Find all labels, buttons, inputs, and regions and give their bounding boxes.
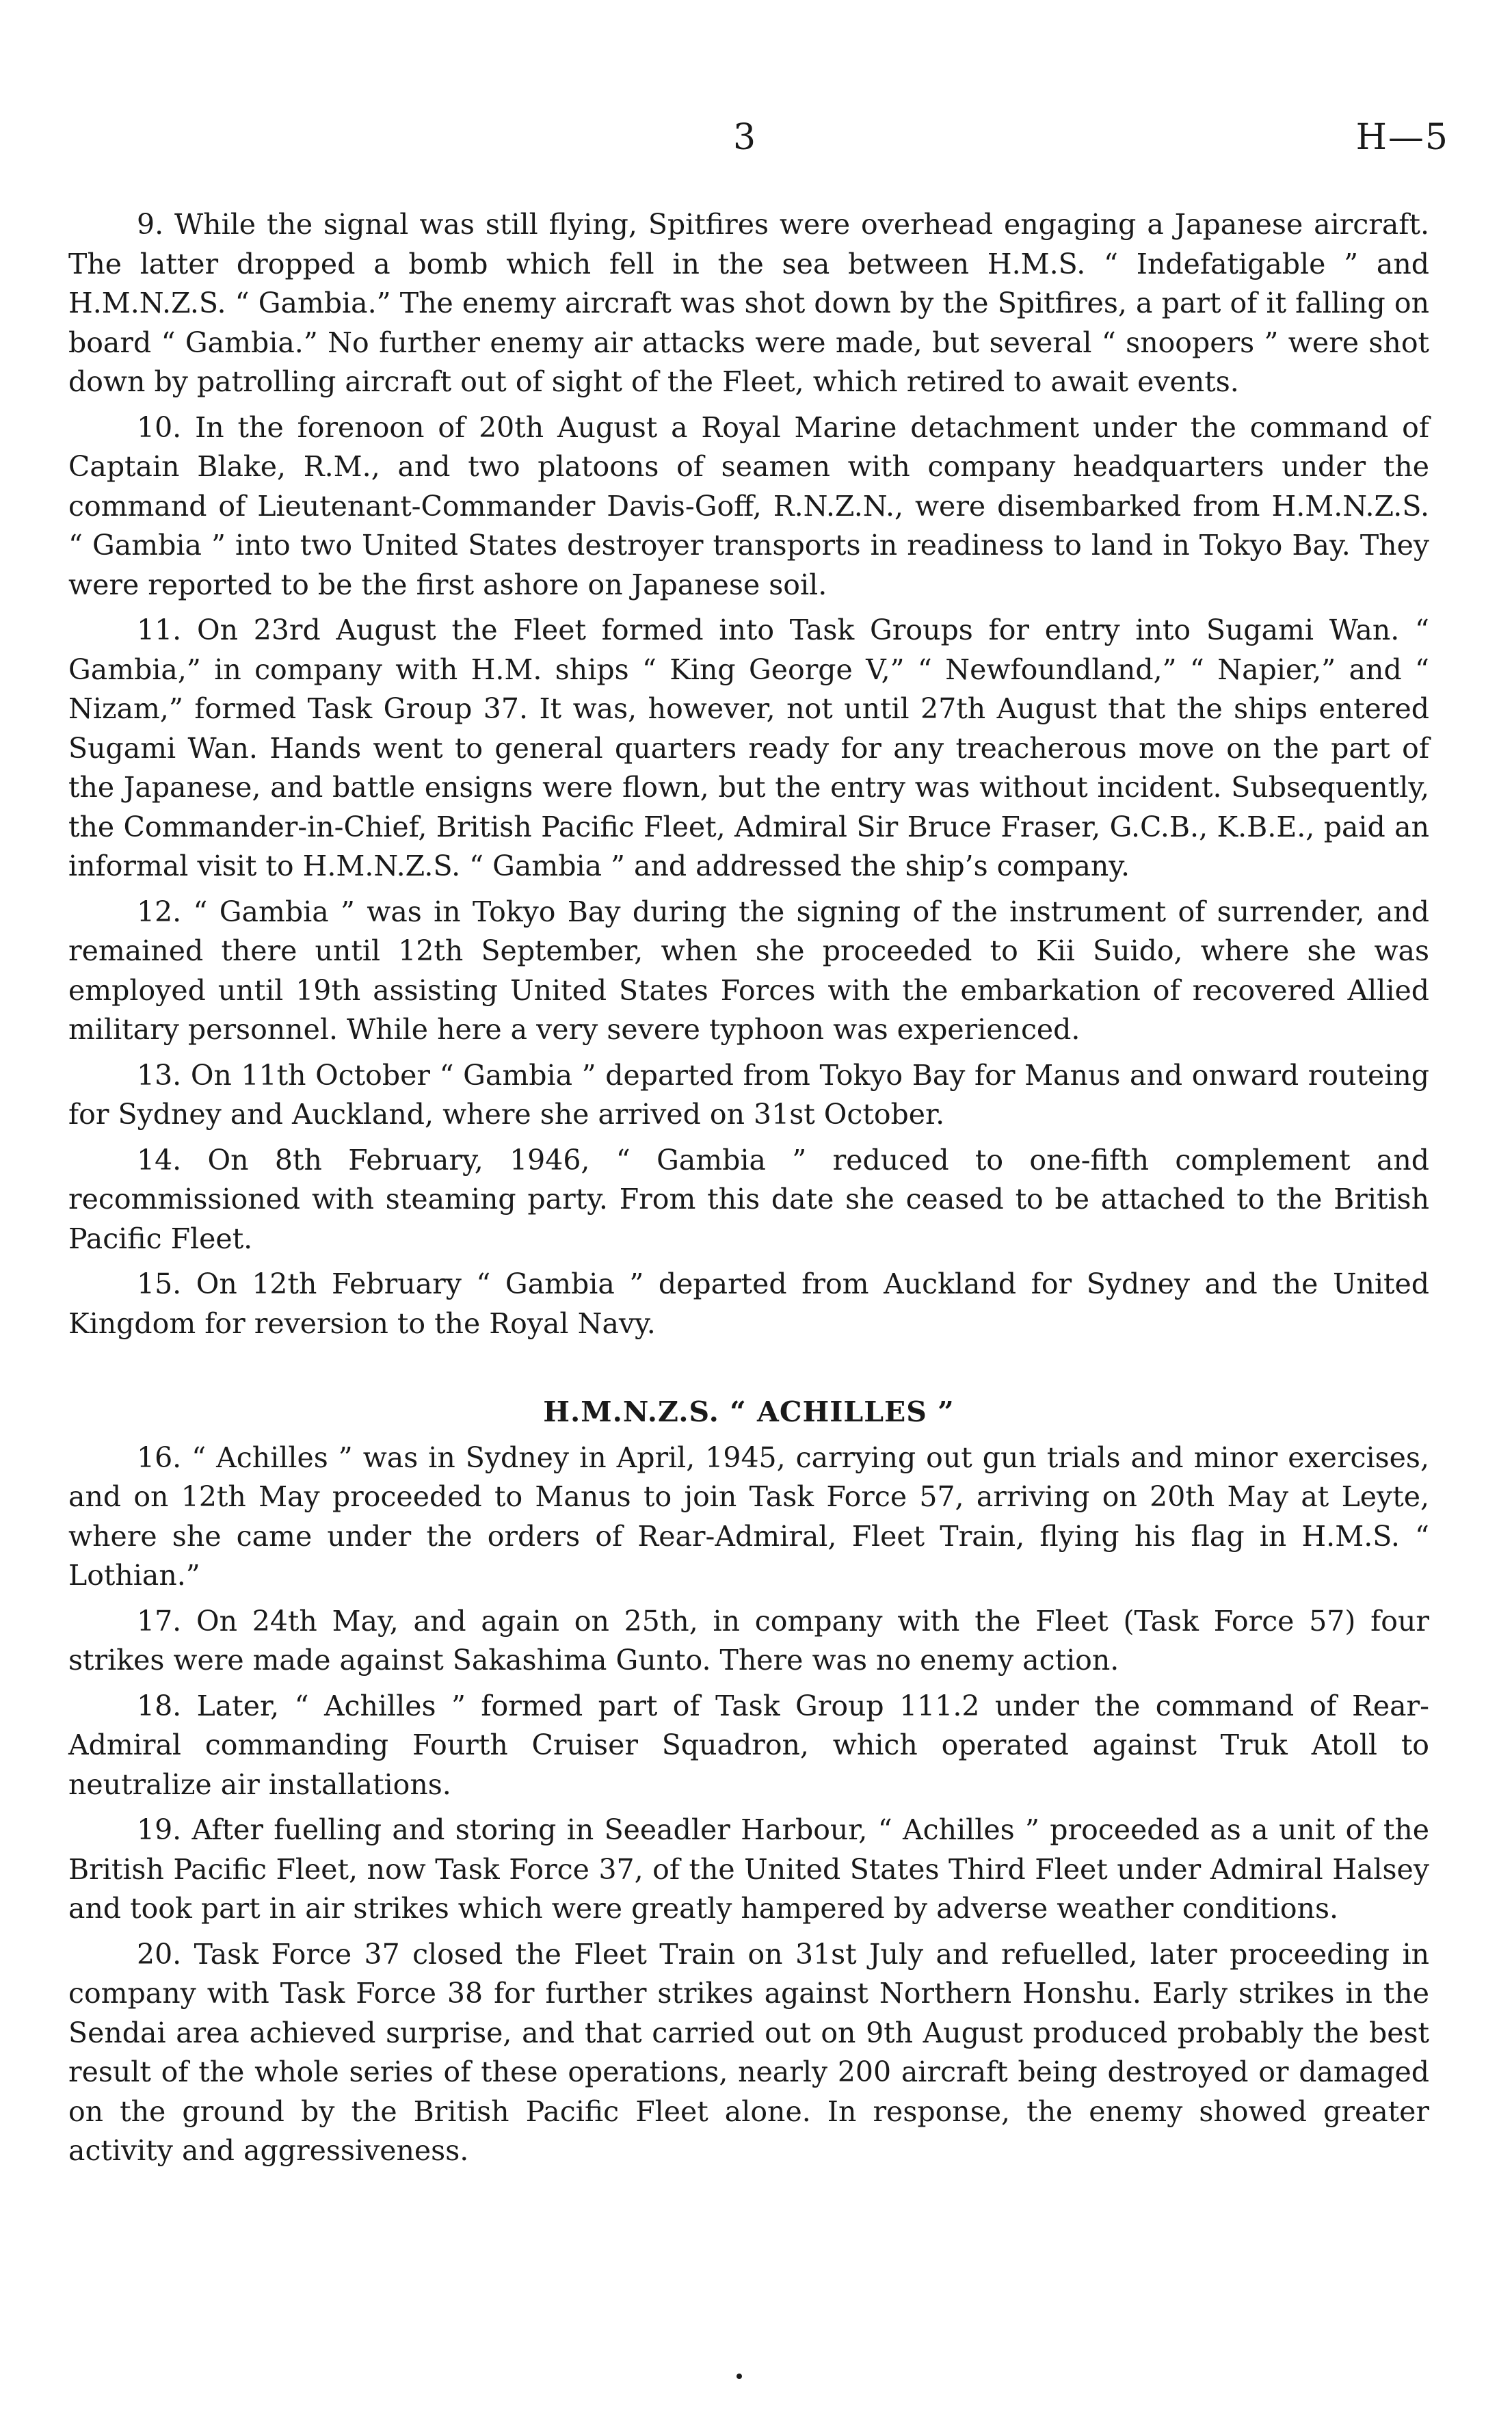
paragraph-9: 9. While the signal was still flying, Spitfires were overhead engaging a Japanese aircraft. The latter dropped a bomb which fell in the sea between H.M.S. “ Indefatigable ” and H.M.N.Z.S. “ Gambia.” The enemy aircraft was shot down by the Spitfires, a part of it falling on board “ Gambia.” No further enemy air attacks were made, but several “ snoopers ” were shot down by patrolling aircraft out of sight of the Fleet, which retired to await events. bbox=[68, 208, 1429, 398]
paragraph-19: 19. After fuelling and storing in Seeadler Harbour, “ Achilles ” proceeded as a unit of the British Pacific Fleet, now Task Force 37, of the United States Third Fleet under Admiral Halsey and took part in air strikes which were greatly hampered by adverse weather conditions. bbox=[68, 1813, 1429, 1925]
paragraph-15: 15. On 12th February “ Gambia ” departed from Auckland for Sydney and the United Kingdom for reversion to the Royal Navy. bbox=[68, 1267, 1429, 1340]
paragraph-17: 17. On 24th May, and again on 25th, in company with the Fleet (Task Force 57) four strikes were made against Sakashima Gunto. There was no enemy action. bbox=[68, 1604, 1429, 1677]
paragraph-16: 16. “ Achilles ” was in Sydney in April, 1945, carrying out gun trials and minor exercises, and on 12th May proceeded to Manus to join Task Force 57, arriving on 20th May at Leyte, where she came under the orders of Rear-Admiral, Fleet Train, flying his flag in H.M.S. “ Lothian.” bbox=[68, 1441, 1429, 1592]
paragraph-12: 12. “ Gambia ” was in Tokyo Bay during the signing of the instrument of surrender, and remained there until 12th September, when she proceeded to Kii Suido, where she was employed until 19th assisting United States Forces with the embarkation of recovered Allied military personnel. While here a very severe typhoon was experienced. bbox=[68, 895, 1429, 1046]
sheet-reference: H—5 bbox=[1355, 117, 1449, 158]
section-heading-achilles: H.M.N.Z.S. “ ACHILLES ” bbox=[543, 1395, 955, 1428]
page-number: 3 bbox=[733, 117, 756, 158]
paragraph-13: 13. On 11th October “ Gambia ” departed from Tokyo Bay for Manus and onward routeing for Sydney and Auckland, where she arrived on 31st October. bbox=[68, 1058, 1429, 1131]
body-text bbox=[68, 205, 1429, 2177]
paragraph-11: 11. On 23rd August the Fleet formed into Task Groups for entry into Sugami Wan. “ Gambia,” in company with H.M. ships “ King George V,” “ Newfoundland,” “ Napier,” and “ Nizam,” formed Task Group 37. It was, however, not until 27th August that the ships entered Sugami Wan. Hands went to general quarters ready for any treacherous move on the part of the Japanese, and battle ensigns were flown, but the entry was without incident. Subsequently, the Commander-in-Chief, British Pacific Fleet, Admiral Sir Bruce Fraser, G.C.B., K.B.E., paid an informal visit to H.M.N.Z.S. “ Gambia ” and addressed the ship’s company. bbox=[68, 614, 1429, 882]
paragraph-18: 18. Later, “ Achilles ” formed part of Task Group 111.2 under the command of Rear-Admiral commanding Fourth Cruiser Squadron, which operated against Truk Atoll to neutralize air installations. bbox=[68, 1689, 1429, 1801]
page-header bbox=[0, 117, 1512, 174]
footer-dot-mark bbox=[737, 2374, 742, 2379]
paragraph-20: 20. Task Force 37 closed the Fleet Train on 31st July and refuelled, later proceeding in company with Task Force 38 for further strikes against Northern Honshu. Early strikes in the Sendai area achieved surprise, and that carried out on 9th August produced probably the best result of the whole series of these operations, nearly 200 aircraft being destroyed or damaged on the ground by the British Pacific Fleet alone. In response, the enemy showed greater activity and aggressiveness. bbox=[68, 1937, 1429, 2167]
paragraph-14: 14. On 8th February, 1946, “ Gambia ” reduced to one-fifth complement and recommissioned with steaming party. From this date she ceased to be attached to the British Pacific Fleet. bbox=[68, 1143, 1429, 1255]
paragraph-10: 10. In the forenoon of 20th August a Royal Marine detachment under the command of Captain Blake, R.M., and two platoons of seamen with company headquarters under the command of Lieutenant-Commander Davis-Goff, R.N.Z.N., were disembarked from H.M.N.Z.S. “ Gambia ” into two United States destroyer transports in readiness to land in Tokyo Bay. They were reported to be the first ashore on Japanese soil. bbox=[68, 410, 1429, 601]
